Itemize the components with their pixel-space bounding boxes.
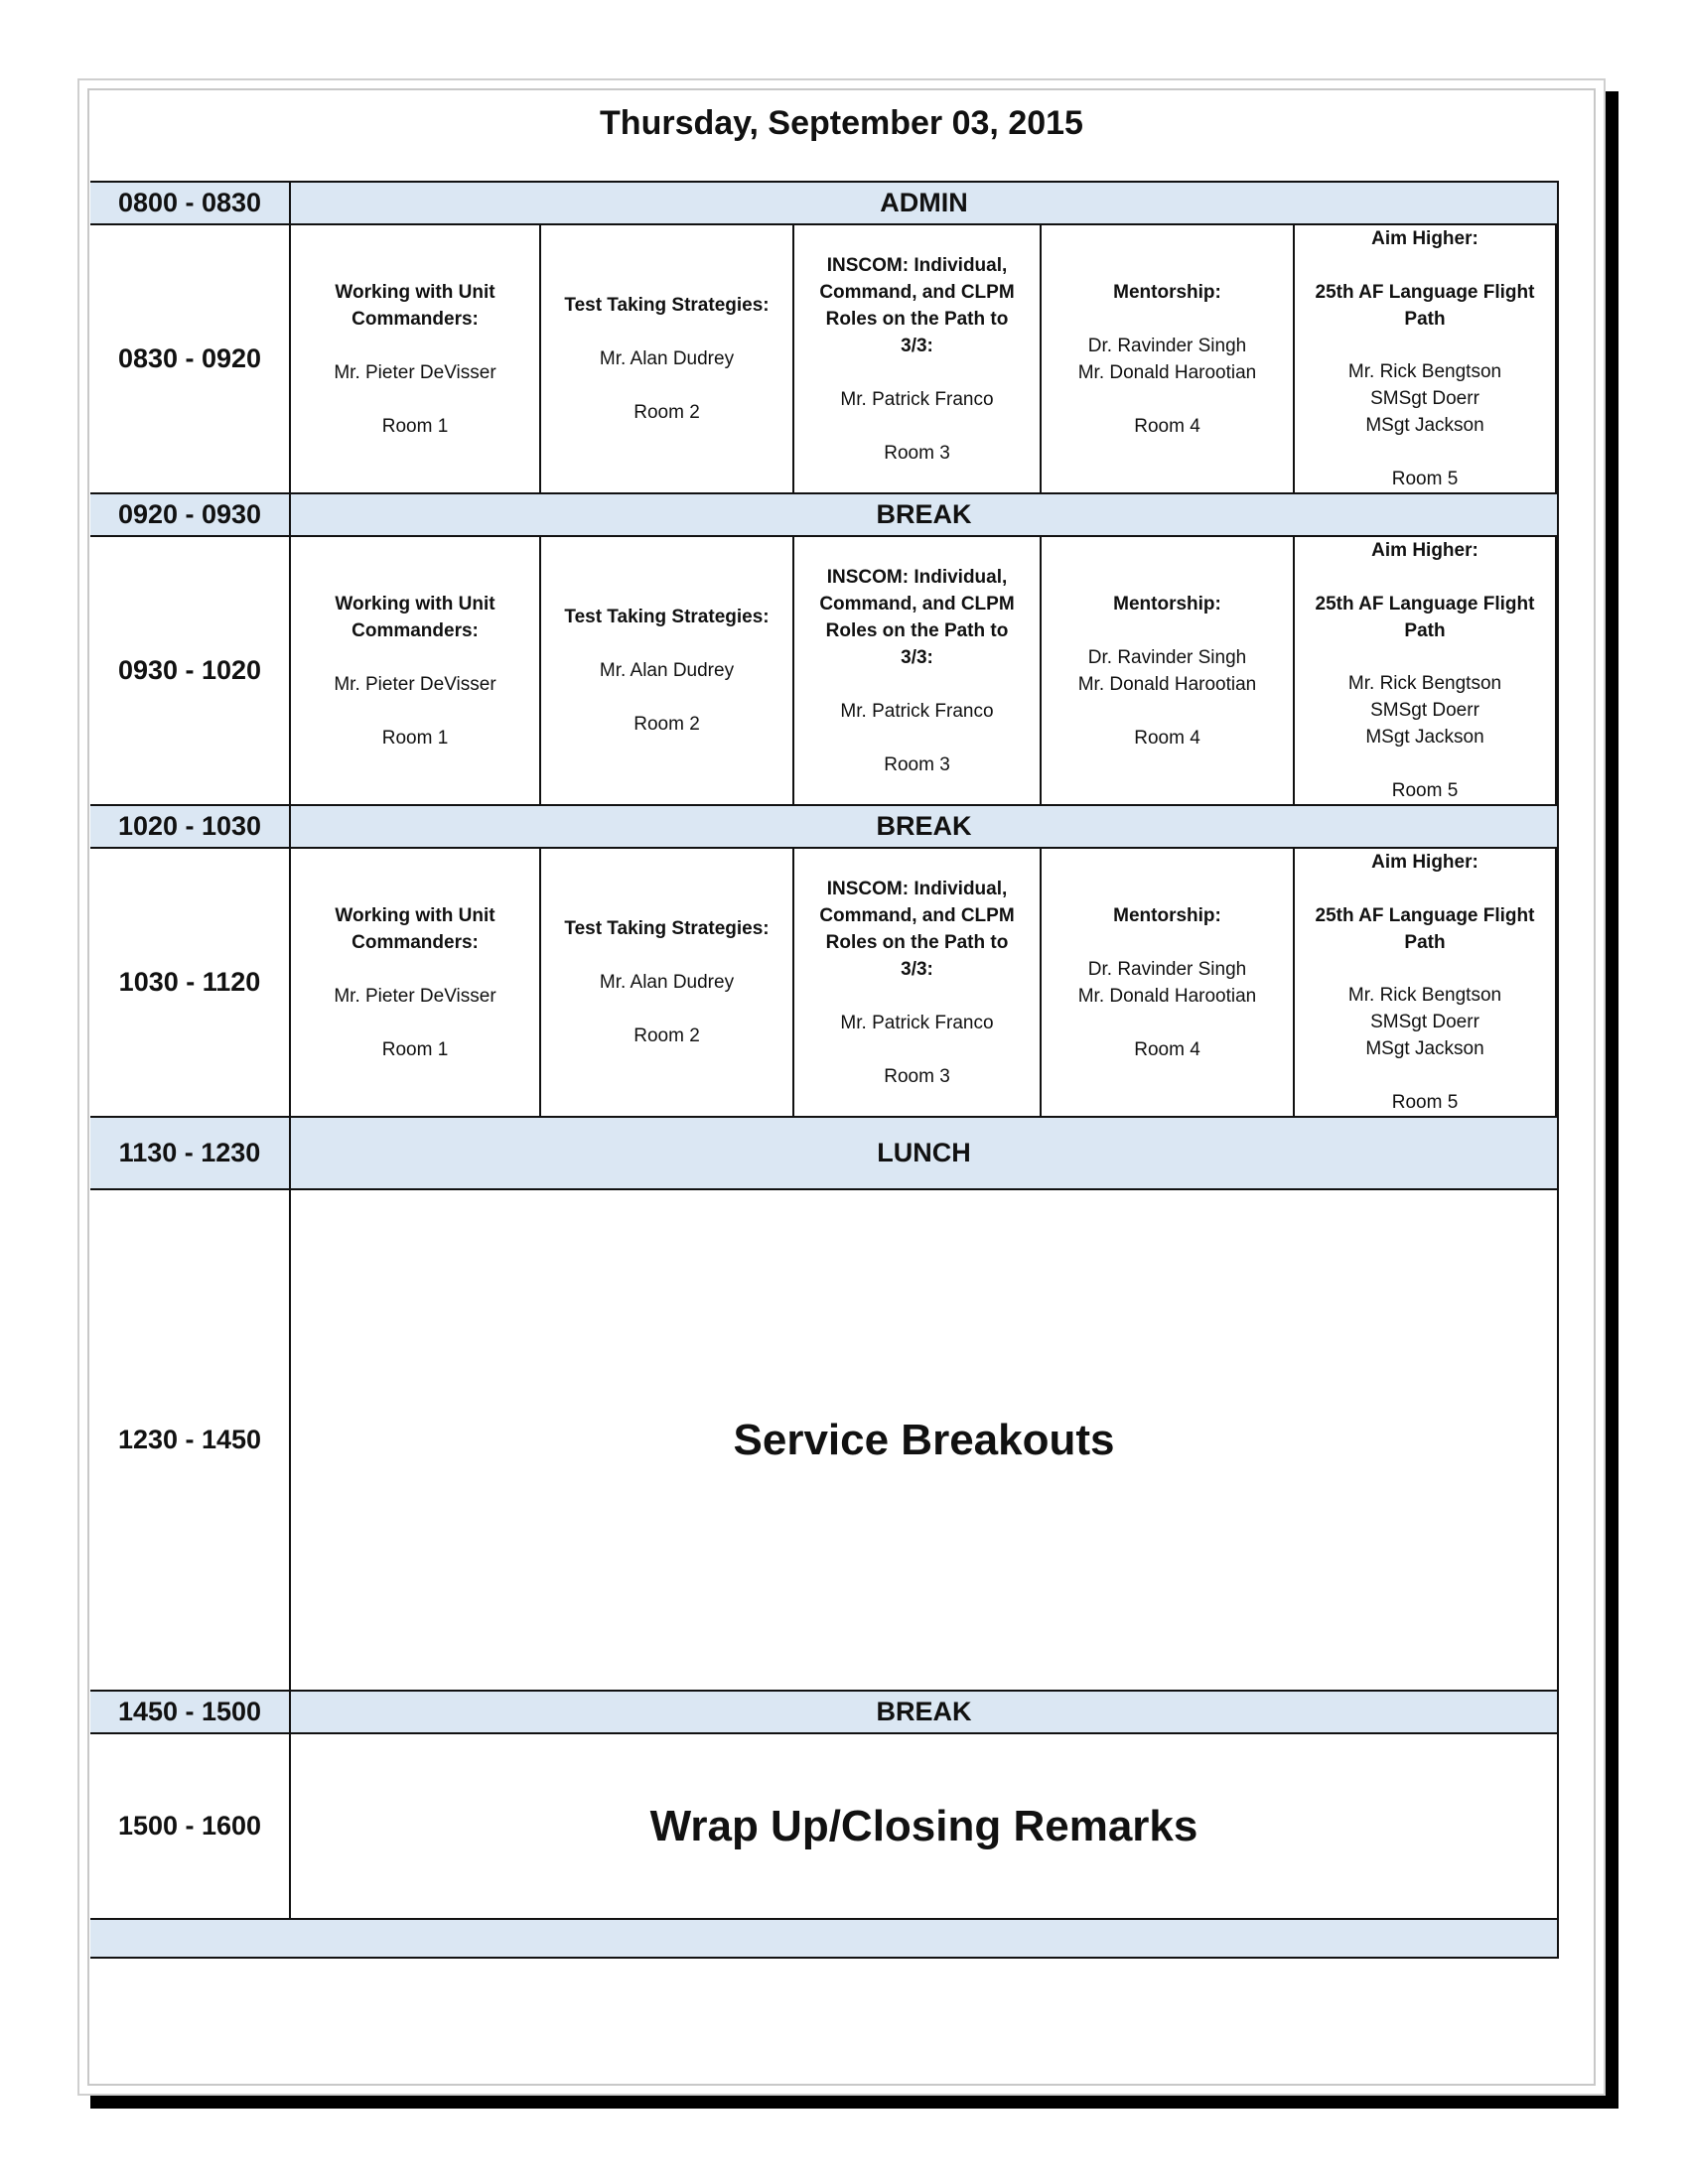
time-cell: 0800 - 0830 (90, 183, 291, 225)
session-title: Commanders: (352, 619, 479, 641)
session-title: INSCOM: Individual, (826, 878, 1008, 899)
session-room: Room 4 (1134, 1038, 1200, 1060)
session-speaker: Mr. Donald Harootian (1077, 673, 1257, 695)
session-title: INSCOM: Individual, (826, 254, 1008, 276)
band-break: BREAK (291, 1692, 1557, 1734)
session-speaker: Mr. Rick Bengtson (1347, 361, 1502, 383)
session-cell-room-2 (541, 537, 794, 806)
session-speaker: Dr. Ravinder Singh (1087, 958, 1247, 980)
session-title: 25th AF Language Flight (1315, 593, 1535, 614)
session-cell-room-3 (794, 537, 1042, 806)
session-cell-room-2 (541, 849, 794, 1118)
session-title: 25th AF Language Flight (1315, 904, 1535, 926)
session-room: Room 2 (633, 714, 700, 735)
session-room: Room 3 (884, 1065, 950, 1087)
session-room: Room 2 (633, 402, 700, 423)
session-cell-room-4 (1042, 225, 1295, 494)
session-speaker: Mr. Alan Dudrey (599, 348, 735, 369)
session-speaker: SMSgt Doerr (1370, 1012, 1479, 1033)
footer-band (90, 1920, 1557, 1957)
session-room: Room 5 (1391, 780, 1459, 802)
session-speaker: Mr. Rick Bengtson (1347, 673, 1502, 695)
session-room: Room 1 (381, 1038, 449, 1060)
session-title: Aim Higher: (1371, 228, 1478, 249)
session-title: Commanders: (352, 308, 479, 330)
session-title: Roles on the Path to (825, 619, 1009, 641)
session-title: 3/3: (901, 335, 933, 356)
session-room: Room 5 (1391, 469, 1459, 490)
session-cell-room-1 (291, 537, 541, 806)
session-title: 3/3: (901, 958, 933, 980)
session-room: Room 1 (381, 727, 449, 749)
session-title: Test Taking Strategies: (564, 918, 770, 939)
session-speaker: Mr. Patrick Franco (840, 700, 994, 722)
session-title: Roles on the Path to (825, 308, 1009, 330)
time-cell: 0930 - 1020 (90, 537, 291, 806)
band-break: BREAK (291, 494, 1557, 537)
session-cell-room-5 (1295, 537, 1557, 806)
session-cell-room-3 (794, 849, 1042, 1118)
session-cell-room-4 (1042, 849, 1295, 1118)
session-speaker: Mr. Alan Dudrey (599, 660, 735, 681)
session-title: Working with Unit (335, 593, 495, 614)
session-title: Path (1404, 931, 1446, 953)
session-speaker: Mr. Pieter DeVisser (334, 673, 496, 695)
session-title: Command, and CLPM (819, 593, 1015, 614)
session-cell-room-4 (1042, 537, 1295, 806)
session-speaker: Mr. Patrick Franco (840, 388, 994, 410)
session-speaker: MSgt Jackson (1365, 1038, 1484, 1060)
session-cell-room-1 (291, 849, 541, 1118)
time-cell: 1020 - 1030 (90, 806, 291, 849)
time-cell: 1030 - 1120 (90, 849, 291, 1118)
time-cell: 1230 - 1450 (90, 1190, 291, 1692)
session-speaker: SMSgt Doerr (1370, 388, 1479, 410)
service-breakouts: Service Breakouts (291, 1190, 1557, 1692)
session-title: 3/3: (901, 646, 933, 668)
session-title: Command, and CLPM (819, 281, 1015, 303)
session-speaker: Mr. Patrick Franco (840, 1012, 994, 1033)
session-title: Test Taking Strategies: (564, 607, 770, 627)
session-speaker: Mr. Pieter DeVisser (334, 361, 496, 383)
session-title: INSCOM: Individual, (826, 566, 1008, 588)
band-admin: ADMIN (291, 183, 1557, 225)
time-cell: 1500 - 1600 (90, 1734, 291, 1920)
wrap-up-closing-remarks: Wrap Up/Closing Remarks (291, 1734, 1557, 1920)
session-title: Working with Unit (335, 904, 495, 926)
session-cell-room-1 (291, 225, 541, 494)
schedule-table (90, 181, 1559, 1959)
session-title: Mentorship: (1113, 593, 1221, 614)
time-cell: 0830 - 0920 (90, 225, 291, 494)
session-room: Room 3 (884, 753, 950, 775)
session-room: Room 2 (633, 1025, 700, 1046)
session-speaker: Mr. Donald Harootian (1077, 361, 1257, 383)
session-speaker: MSgt Jackson (1365, 415, 1484, 437)
session-room: Room 4 (1134, 727, 1200, 749)
time-cell: 1130 - 1230 (90, 1118, 291, 1190)
time-cell: 0920 - 0930 (90, 494, 291, 537)
session-title: 25th AF Language Flight (1315, 281, 1535, 303)
session-speaker: MSgt Jackson (1365, 727, 1484, 749)
page-title: Thursday, September 03, 2015 (600, 104, 1083, 142)
session-title: Test Taking Strategies: (564, 295, 770, 316)
session-speaker: Mr. Pieter DeVisser (334, 985, 496, 1007)
session-title: Roles on the Path to (825, 931, 1009, 953)
session-speaker: Dr. Ravinder Singh (1087, 646, 1247, 668)
session-title: Working with Unit (335, 281, 495, 303)
session-room: Room 4 (1134, 415, 1200, 437)
session-cell-room-5 (1295, 849, 1557, 1118)
session-speaker: Mr. Rick Bengtson (1347, 985, 1502, 1007)
session-cell-room-2 (541, 225, 794, 494)
session-title: Aim Higher: (1371, 540, 1478, 561)
time-cell: 1450 - 1500 (90, 1692, 291, 1734)
session-cell-room-3 (794, 225, 1042, 494)
band-lunch: LUNCH (291, 1118, 1557, 1190)
session-room: Room 5 (1391, 1092, 1459, 1114)
band-break: BREAK (291, 806, 1557, 849)
session-room: Room 1 (381, 415, 449, 437)
session-title: Commanders: (352, 931, 479, 953)
session-title: Aim Higher: (1371, 852, 1478, 873)
session-speaker: Mr. Alan Dudrey (599, 972, 735, 993)
session-room: Room 3 (884, 442, 950, 464)
session-cell-room-5 (1295, 225, 1557, 494)
session-title: Command, and CLPM (819, 904, 1015, 926)
session-title: Path (1404, 308, 1446, 330)
session-title: Mentorship: (1113, 904, 1221, 926)
session-title: Path (1404, 619, 1446, 641)
session-speaker: Mr. Donald Harootian (1077, 985, 1257, 1007)
session-speaker: Dr. Ravinder Singh (1087, 335, 1247, 356)
session-title: Mentorship: (1113, 281, 1221, 303)
session-speaker: SMSgt Doerr (1370, 700, 1479, 722)
